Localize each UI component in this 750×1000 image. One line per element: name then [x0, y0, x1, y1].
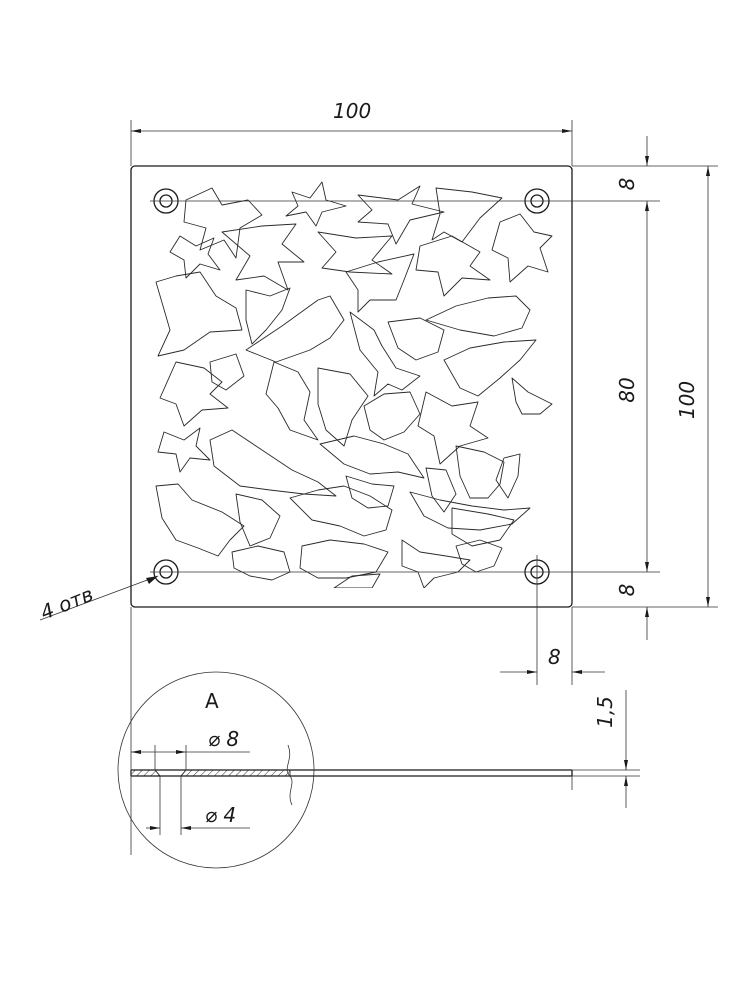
dim-arrow-d8-left — [131, 750, 141, 754]
detail-label: A — [205, 689, 219, 713]
dim-top-offset-label: 8 — [615, 177, 639, 191]
bird-shapes — [156, 182, 552, 588]
side-view — [131, 745, 572, 805]
dim-inner-diameter-label: ⌀ 4 — [205, 803, 237, 827]
dim-inner-label: 80 — [615, 377, 639, 403]
holes-leader-arrow — [146, 576, 158, 584]
holes-note: 4 отв — [36, 581, 97, 625]
dim-bottom-offset-label: 8 — [615, 583, 639, 597]
dim-height-label: 100 — [675, 380, 699, 420]
bird-pattern — [156, 182, 552, 588]
dim-width-label: 100 — [333, 99, 372, 123]
dim-outer-diameter-label: ⌀ 8 — [208, 727, 240, 751]
plate-outline — [131, 166, 572, 607]
dim-thickness-label: 1,5 — [593, 696, 617, 728]
dim-right-offset-label: 8 — [548, 645, 561, 669]
